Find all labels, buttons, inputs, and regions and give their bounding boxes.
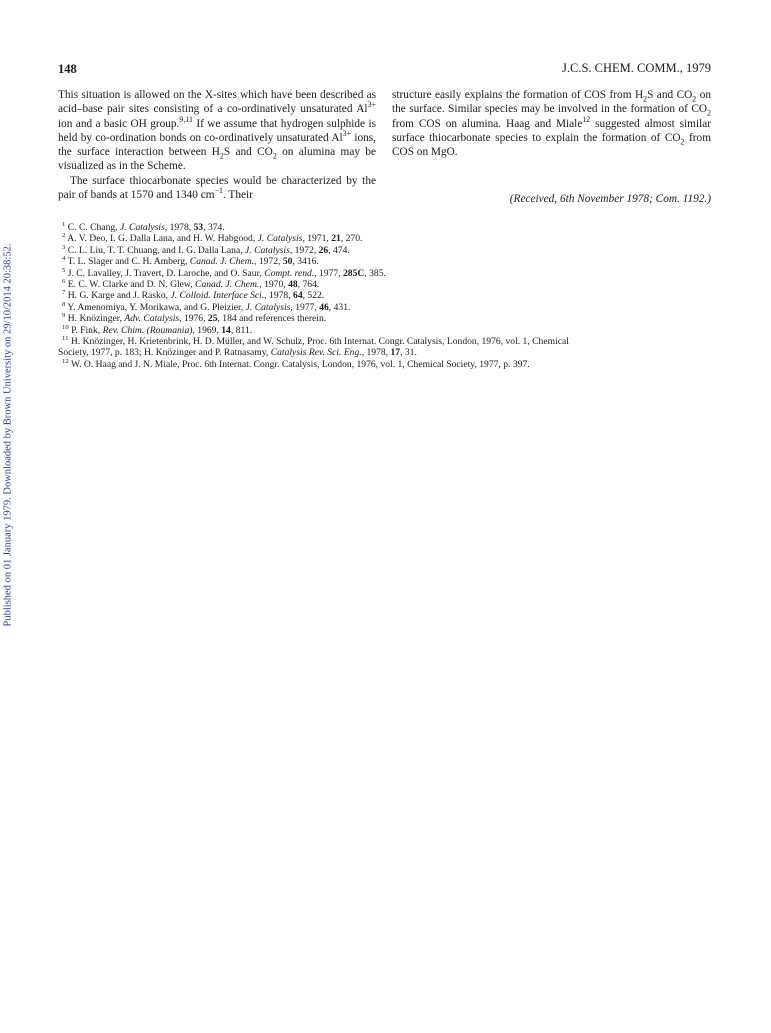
body-column-left	[58, 88, 376, 202]
reference-item: $^{11}$ H. Knözinger, H. Krietenbrink, H. D. Müller, and W. Schulz, Proc. 6th Internat. Congr. Catalysis, London, 1976, vol. 1, Chemical Society, 1977, p. 183; H. Knözinger and P. Ratnasamy, Catalysis Rev. Sci. Eng., 1978, 17, 31.	[58, 334, 569, 359]
download-watermark-text: Published on 01 January 1979. Downloaded by Brown University on 29/10/2014 20:38:52.	[2, 243, 14, 627]
reference-item: $^6$ E. C. W. Clarke and D. N. Glew, Canad. J. Chem., 1970, 48, 764.	[62, 277, 320, 291]
reference-item: $^7$ H. G. Karge and J. Rasko, J. Colloid. Interface Sci., 1978, 64, 522.	[62, 289, 325, 302]
reference-item: $^2$ A. V. Deo, I. G. Dalla Lana, and H. W. Habgood, J. Catalysis, 1971, 21, 270.	[62, 232, 363, 245]
citation-12[interactable]: 12	[582, 114, 591, 124]
reference-item: $^4$ T. L. Slager and C. H. Amberg, Canad. J. Chem., 1972, 50, 3416.	[62, 255, 319, 268]
reference-item: $^{10}$ P. Fink, Rev. Chim. (Roumania), 1969, 14, 811.	[62, 323, 253, 336]
reference-item: $^{12}$ W. O. Haag and J. N. Miale, Proc. 6th Internat. Congr. Catalysis, London, 1976, vol. 1, Chemical Society, 1977, p. 397.	[62, 357, 530, 370]
body-column-right	[392, 88, 711, 159]
reference-item: $^8$ Y. Amenomiya, Y. Morikawa, and G. Pleizier, J. Catalysis, 1977, 46, 431.	[62, 300, 351, 313]
reference-item: $^5$ J. C. Lavalley, J. Travert, D. Laroche, and O. Saur, Compt. rend., 1977, 285C, 385.	[62, 266, 386, 279]
paragraph-thiocarbonate: The surface thiocarbonate species would be characterized by the pair of bands at 1570 and 1340 $cm^{-1}$. Their	[58, 174, 376, 202]
page-number: 148	[58, 62, 77, 76]
journal-header: J.C.S. CHEM. COMM., 1979	[562, 61, 711, 75]
reference-item: $^3$ C. L. Liu, T. T. Chuang, and I. G. Dalla Lana, J. Catalysis, 1972, 26, 474.	[62, 243, 350, 256]
reference-list	[58, 222, 714, 370]
citation-9-11[interactable]: 9,11	[179, 114, 193, 124]
download-watermark	[0, 235, 16, 635]
received-date: (Received, 6th November 1978; Com. 1192.)	[509, 193, 711, 205]
paragraph-structure: structure easily explains the formation of COS from $H_2S$ and $CO_2$ on the surface. Similar species may be involved in the formation of $CO_2$ from COS on alumina. Haag and Miale$^{12}$ suggested almost similar surface thiocarbonate species to explain the formation of $CO_2$ from COS on MgO.	[392, 89, 712, 159]
reference-item: $^1$ C. C. Chang, J. Catalysis, 1978, 53, 374.	[62, 220, 225, 233]
reference-item: $^9$ H. Knözinger, Adv. Catalysis, 1976, 25, 184 and references therein.	[62, 312, 327, 325]
paragraph-sites: This situation is allowed on the X-sites which have been described as acid–base pair sites consisting of a co-ordinatively unsaturated $Al^{3+}$ ion and a basic OH group.$^{9,11}$ If we assume that hydrogen sulphide is held by co-ordination bonds on co-ordinatively unsaturated $Al^{3+}$ ions, the surface interaction between $H_2S$ and $CO_2$ on alumina may be visualized as in the Scheme.	[58, 89, 377, 173]
